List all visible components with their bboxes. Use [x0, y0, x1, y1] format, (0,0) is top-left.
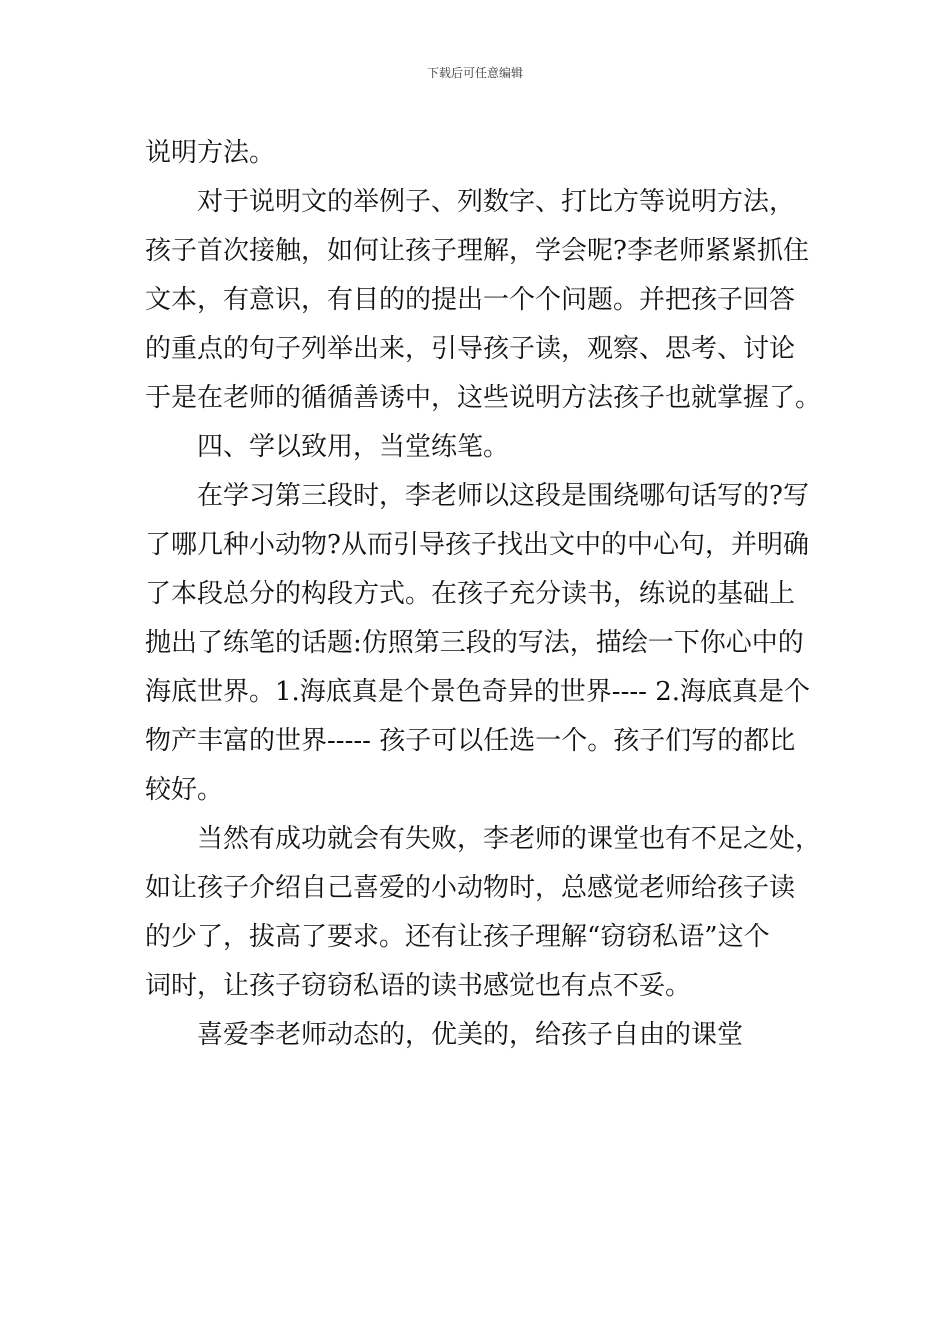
- paragraph-first-line: 喜爱李老师动态的，优美的，给孩子自由的课堂: [197, 1020, 744, 1050]
- text-line: 孩子首次接触，如何让孩子理解，学会呢?李老师紧紧抓住: [145, 236, 809, 266]
- text-line: 文本，有意识，有目的的提出一个个问题。并把孩子回答: [145, 285, 796, 315]
- text-line: 的重点的句子列举出来，引导孩子读，观察、思考、讨论: [145, 334, 796, 364]
- text-line: 词时，让孩子窃窃私语的读书感觉也有点不妥。: [145, 971, 692, 1001]
- text-line: 物产丰富的世界----- 孩子可以任选一个。孩子们写的都比: [145, 726, 796, 756]
- section-heading: 四、学以致用，当堂练笔。: [197, 432, 510, 462]
- text-line: 于是在老师的循循善诱中，这些说明方法孩子也就掌握了。: [145, 383, 822, 413]
- text-line: 了本段总分的构段方式。在孩子充分读书，练说的基础上: [145, 579, 796, 609]
- text-line: 的少了，拔高了要求。还有让孩子理解“窃窃私语”这个: [145, 922, 770, 952]
- paragraph-first-line: 在学习第三段时，李老师以这段是围绕哪句话写的?写: [197, 481, 809, 511]
- paragraph-first-line: 当然有成功就会有失败，李老师的课堂也有不足之处，: [197, 824, 822, 854]
- text-line: 海底世界。1.海底真是个景色奇异的世界---- 2.海底真是个: [145, 677, 811, 707]
- text-line: 说明方法。: [145, 138, 276, 168]
- page-header: 下载后可任意编辑: [426, 66, 523, 80]
- text-line: 较好。: [145, 775, 224, 805]
- text-line: 抛出了练笔的话题:仿照第三段的写法，描绘一下你心中的: [145, 628, 804, 658]
- text-line: 如让孩子介绍自己喜爱的小动物时，总感觉老师给孩子读: [145, 873, 796, 903]
- text-line: 了哪几种小动物?从而引导孩子找出文中的中心句，并明确: [145, 530, 809, 560]
- paragraph-first-line: 对于说明文的举例子、列数字、打比方等说明方法，: [197, 187, 796, 217]
